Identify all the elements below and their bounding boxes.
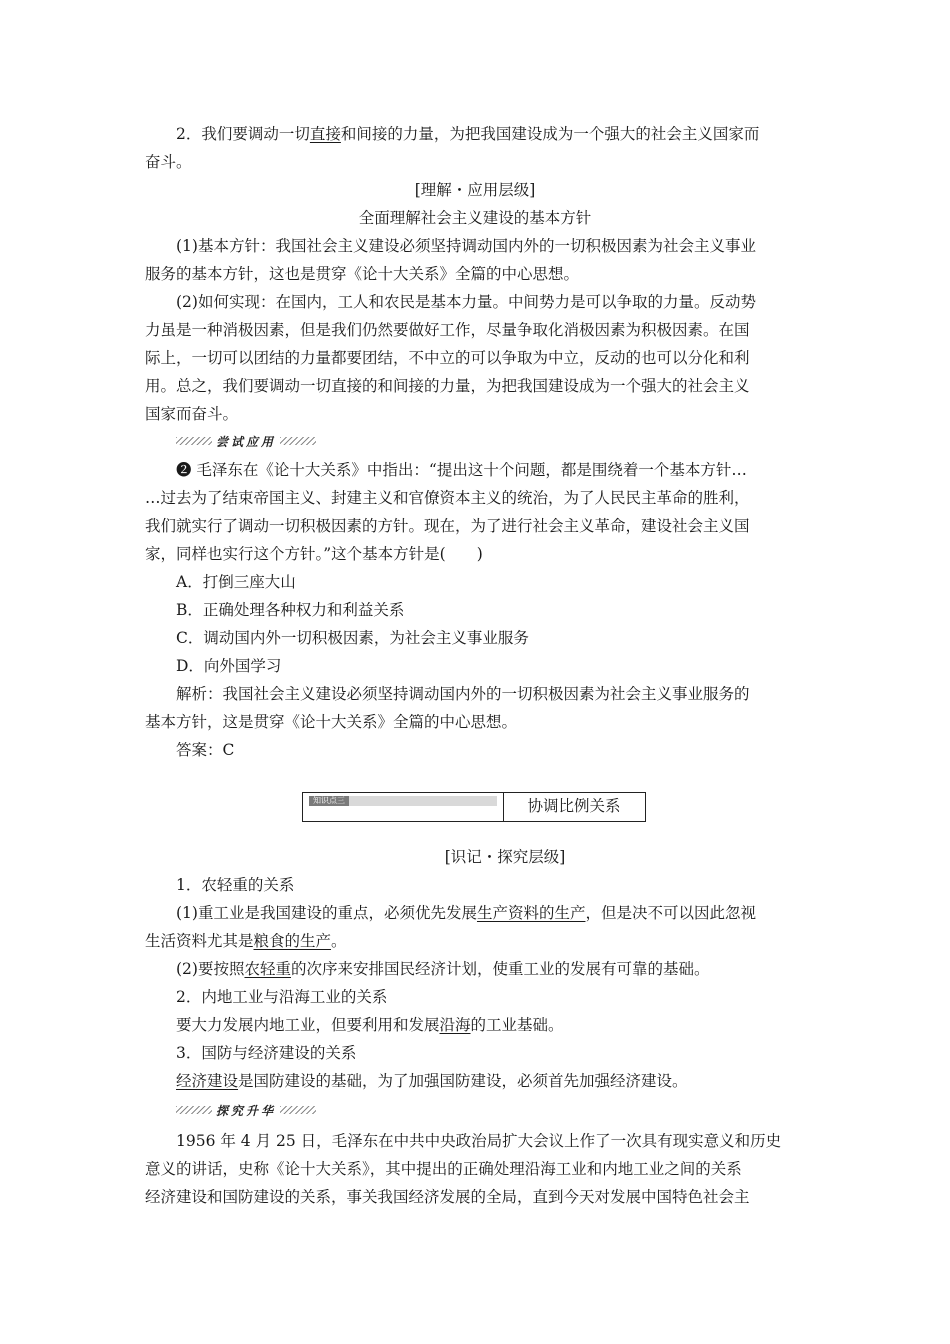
paragraph-line: 经济建设和国防建设的关系，事关我国经济发展的全局，直到今天对发展中国特色社会主 (145, 1188, 750, 1206)
paragraph-line: 服务的基本方针，这也是贯穿《论十大关系》全篇的中心思想。 (145, 265, 580, 283)
underlined-term: 生产资料的生产 (476, 904, 586, 922)
underlined-term: 农轻重 (244, 960, 291, 978)
topic-heading: 1．农轻重的关系 (176, 876, 295, 894)
knowledge-point-title: 协调比例关系 (527, 797, 621, 815)
paragraph-line: 用。总之，我们要调动一切直接的和间接的力量，为把我国建设成为一个强大的社会主义 (145, 377, 750, 395)
question-line: ❷ 毛泽东在《论十大关系》中指出：“提出这十个问题，都是围绕着一个基本方针… (176, 461, 747, 479)
banner-try-apply: 尝试应用 (176, 434, 326, 448)
paragraph-line: 国家而奋斗。 (145, 405, 239, 423)
option-c: C．调动国内外一切积极因素，为社会主义事业服务 (176, 629, 529, 647)
option-a: A．打倒三座大山 (176, 573, 296, 591)
hatch-decoration (280, 1106, 316, 1114)
level-label: [识记・探究层级] (444, 848, 566, 866)
analysis-line: 基本方针，这是贯穿《论十大关系》全篇的中心思想。 (145, 713, 518, 731)
hatch-decoration (176, 437, 212, 445)
paragraph-line: (1)基本方针：我国社会主义建设必须坚持调动国内外的一切积极因素为社会主义事业 (176, 237, 756, 255)
banner-explore: 探究升华 (176, 1103, 326, 1117)
knowledge-point-tag: 知识点三 (309, 796, 349, 806)
underlined-term: 沿海 (439, 1016, 471, 1034)
section-heading: 全面理解社会主义建设的基本方针 (358, 209, 592, 227)
topic-heading: 2．内地工业与沿海工业的关系 (176, 988, 388, 1006)
level-label: [理解・应用层级] (414, 181, 536, 199)
underlined-term: 经济建设 (176, 1072, 239, 1090)
paragraph-line: (2)如何实现：在国内，工人和农民是基本力量。中间势力是可以争取的力量。反动势 (176, 293, 756, 311)
question-line: 家，同样也实行这个方针。”这个基本方针是( ) (145, 545, 483, 563)
hatch-decoration (176, 1106, 212, 1114)
section-point-2: 2．我们要调动一切直接和间接的力量，为把我国建设成为一个强大的社会主义国家而 (176, 125, 760, 143)
paragraph-line: (2)要按照农轻重的次序来安排国民经济计划，使重工业的发展有可靠的基础。 (176, 960, 710, 978)
paragraph-line: 力虽是一种消极因素，但是我们仍然要做好工作，尽量争取化消极因素为积极因素。在国 (145, 321, 750, 339)
knowledge-point-box (302, 792, 646, 822)
analysis-line: 解析：我国社会主义建设必须坚持调动国内外的一切积极因素为社会主义事业服务的 (176, 685, 750, 703)
text-line: 奋斗。 (145, 153, 192, 171)
option-d: D．向外国学习 (176, 657, 282, 675)
paragraph-line: 生活资料尤其是粮食的生产。 (145, 932, 347, 950)
paragraph-line: 际上，一切可以团结的力量都要团结，不中立的可以争取为中立，反动的也可以分化和利 (145, 349, 750, 367)
paragraph-line: 意义的讲话，史称《论十大关系》，其中提出的正确处理沿海工业和内地工业之间的关系 (145, 1160, 742, 1178)
hatch-decoration (280, 437, 316, 445)
underlined-term: 直接 (309, 125, 341, 143)
underlined-term: 粮食的生产 (253, 932, 332, 950)
topic-heading: 3．国防与经济建设的关系 (176, 1044, 357, 1062)
question-line: …过去为了结束帝国主义、封建主义和官僚资本主义的统治，为了人民民主革命的胜利， (145, 489, 750, 507)
answer: 答案：C (176, 741, 235, 759)
paragraph-line: (1)重工业是我国建设的重点，必须优先发展生产资料的生产，但是决不可以因此忽视 (176, 904, 756, 922)
paragraph-line: 要大力发展内地工业，但要利用和发展沿海的工业基础。 (176, 1016, 564, 1034)
paragraph-line: 1956 年 4 月 25 日，毛泽东在中共中央政治局扩大会议上作了一次具有现实意义和历史 (176, 1132, 782, 1150)
question-line: 我们就实行了调动一切积极因素的方针。现在，为了进行社会主义革命，建设社会主义国 (145, 517, 750, 535)
paragraph-line: 经济建设是国防建设的基础，为了加强国防建设，必须首先加强经济建设。 (176, 1072, 688, 1090)
option-b: B．正确处理各种权力和利益关系 (176, 601, 405, 619)
